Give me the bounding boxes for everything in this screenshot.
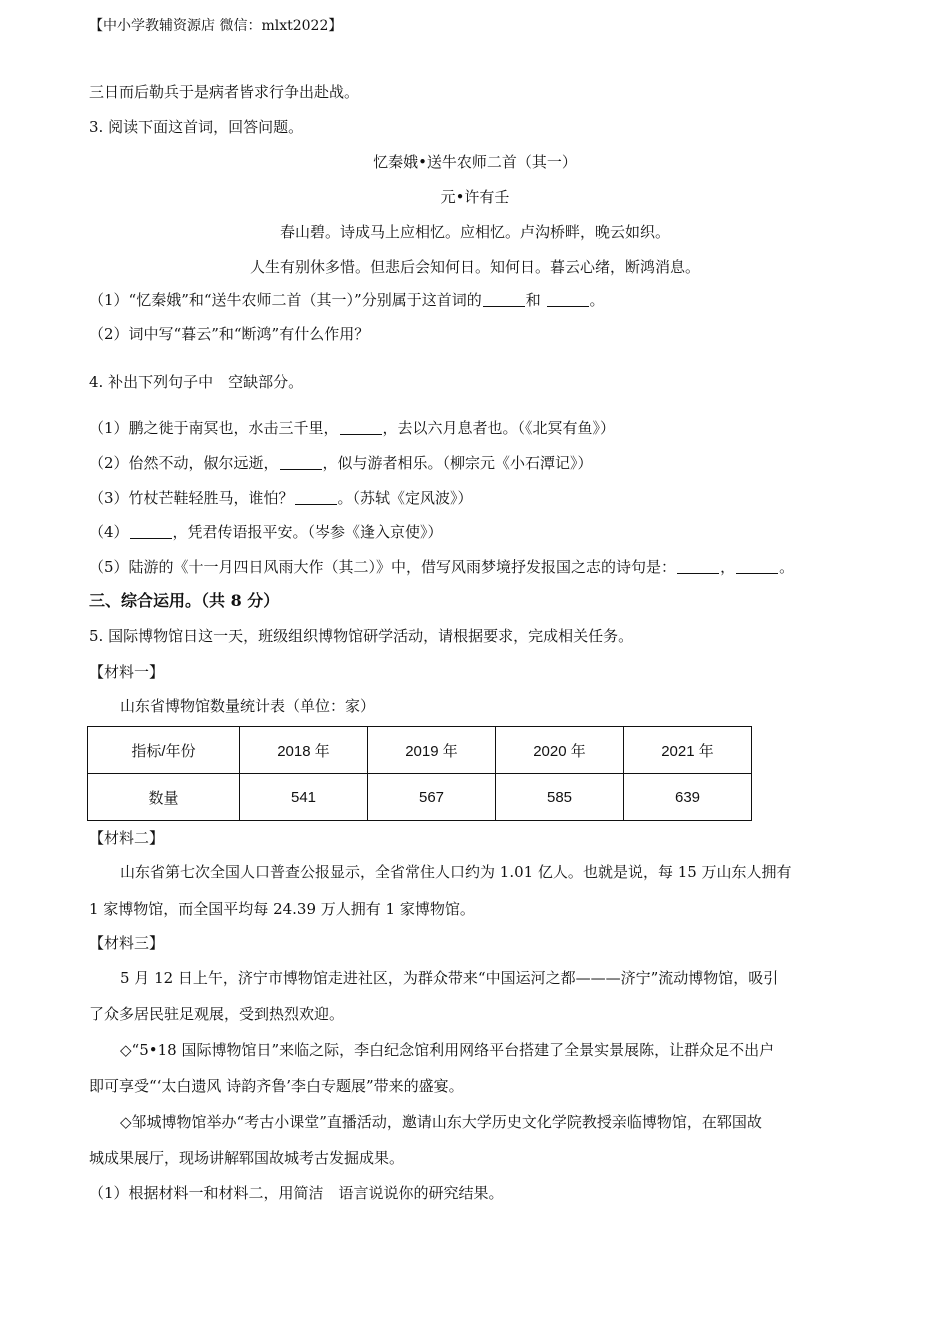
table-caption: 山东省博物馆数量统计表（单位：家） (120, 697, 376, 715)
question-3-2: （2）词中写“暮云”和“断鸿”有什么作用？ (89, 325, 370, 343)
paragraph-line: 城成果展厅，现场讲解郓国故城考古发掘成果。 (89, 1149, 405, 1167)
table-header-row (88, 727, 752, 774)
poem-title: 忆秦娥•送牛农师二首（其一） (373, 153, 577, 171)
table-row-label: 数量 (88, 774, 240, 821)
table-cell: 567 (368, 774, 496, 821)
answer-blank[interactable] (677, 559, 719, 574)
poem-line: 人生有别休多惜。但悲后会知何日。知何日。暮云心绪，断鸿消息。 (249, 258, 700, 276)
table-cell: 585 (496, 774, 624, 821)
question-5-1: （1）根据材料一和材料二，用简洁 语言说说你的研究结果。 (89, 1184, 504, 1202)
answer-blank[interactable] (736, 559, 778, 574)
table-header-cell: 2018 年 (240, 727, 368, 774)
paragraph-line: ◇“5•18 国际博物馆日”来临之际，李白纪念馆利用网络平台搭建了全景实景展陈，让群众足不出户 (120, 1041, 775, 1059)
table-cell: 639 (624, 774, 752, 821)
answer-blank[interactable] (130, 524, 172, 539)
paragraph-line: 了众多居民驻足观展，受到热烈欢迎。 (89, 1005, 345, 1023)
question-4-1: （1）鹏之徙于南冥也，水击三千里， ，去以六月息者也。（《北冥有鱼》） (89, 419, 616, 437)
paragraph-line: 5 月 12 日上午，济宁市博物馆走进社区，为群众带来“中国运河之都———济宁”流动博物馆，吸引 (120, 969, 779, 987)
question-5: 5. 国际博物馆日这一天，班级组织博物馆研学活动，请根据要求，完成相关任务。 (89, 627, 634, 645)
question-3: 3. 阅读下面这首词，回答问题。 (89, 118, 304, 136)
answer-blank[interactable] (295, 490, 337, 505)
question-4-3: （3）竹杖芒鞋轻胜马，谁怕？ 。（苏轼《定风波》） (89, 489, 473, 507)
table-header-cell: 2019 年 (368, 727, 496, 774)
paragraph-line: 山东省第七次全国人口普查公报显示，全省常住人口约为 1.01 亿人。也就是说，每 15 万山东人拥有 (120, 863, 792, 881)
museum-stats-table (87, 726, 752, 821)
question-4-5: （5）陆游的《十一月四日风雨大作（其二）》中，借写风雨梦境抒发报国之志的诗句是： ， 。 (89, 558, 795, 576)
material-label: 【材料三】 (89, 934, 165, 952)
question-4-2: （2）佁然不动，俶尔远逝， ，似与游者相乐。（柳宗元《小石潭记》） (89, 454, 593, 472)
question-4-4: （4） ，凭君传语报平安。（岑参《逢入京使》） (89, 523, 443, 541)
watermark: 【中小学教辅资源店 微信：mlxt2022】 (89, 18, 343, 34)
answer-blank[interactable] (547, 292, 589, 307)
question-3-1: （1）“忆秦娥”和“送牛农师二首（其一）”分别属于这首词的 和 。 (89, 291, 605, 309)
answer-blank[interactable] (340, 420, 382, 435)
answer-blank[interactable] (483, 292, 525, 307)
section-heading: 三、综合运用。（共 8 分） (89, 591, 280, 610)
answer-blank[interactable] (280, 455, 322, 470)
table-header-cell: 指标/年份 (88, 727, 240, 774)
poem-author: 元•许有壬 (440, 188, 510, 206)
table-row (88, 774, 752, 821)
table-header-cell: 2021 年 (624, 727, 752, 774)
material-label: 【材料一】 (89, 663, 165, 681)
paragraph-line: ◇邹城博物馆举办“考古小课堂”直播活动，邀请山东大学历史文化学院教授亲临博物馆，在郓国故 (120, 1113, 762, 1131)
table-header-cell: 2020 年 (496, 727, 624, 774)
table-cell: 541 (240, 774, 368, 821)
paragraph-line: 即可享受“‘太白遗风 诗韵齐鲁’李白专题展”带来的盛宴。 (89, 1077, 464, 1095)
question-4: 4. 补出下列句子中 空缺部分。 (89, 373, 304, 391)
poem-line: 春山碧。诗成马上应相忆。应相忆。卢沟桥畔，晚云如织。 (279, 223, 670, 241)
paragraph-line: 1 家博物馆，而全国平均每 24.39 万人拥有 1 家博物馆。 (89, 900, 475, 918)
material-label: 【材料二】 (89, 829, 165, 847)
text-line: 三日而后勒兵于是病者皆求行争出赴战。 (89, 83, 360, 101)
